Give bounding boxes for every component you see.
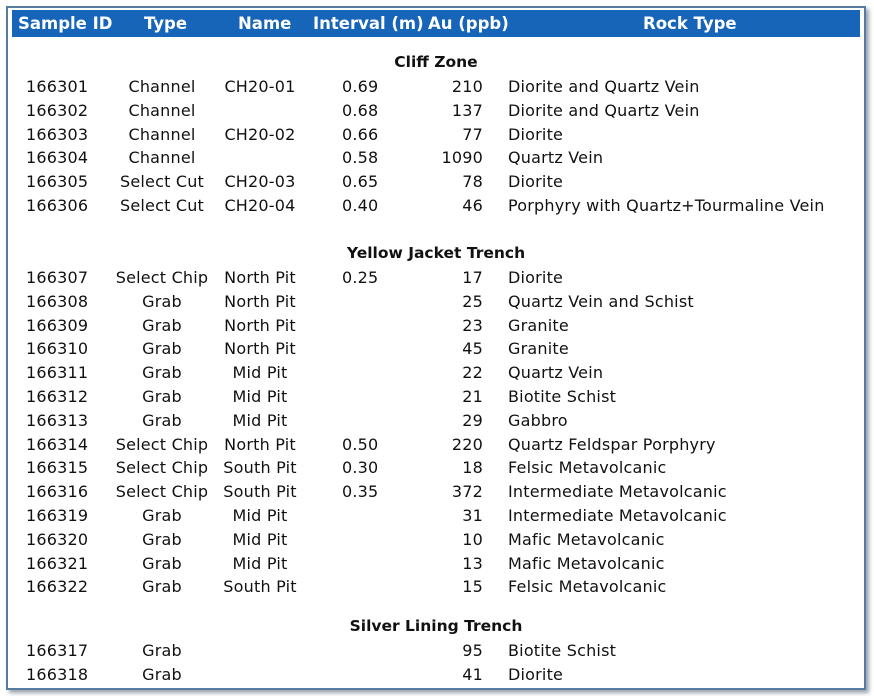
table-row [8, 77, 864, 101]
cell-type: Grab [142, 315, 182, 335]
cell-interval: 0.50 [342, 434, 379, 454]
cell-interval: 0.65 [342, 172, 379, 192]
table-row [8, 506, 864, 530]
table-row [8, 148, 864, 172]
cell-name: CH20-03 [224, 172, 296, 192]
cell-sample-id: 166311 [26, 363, 89, 383]
table-row [8, 641, 864, 665]
cell-name: Mid Pit [232, 363, 288, 383]
header-type: Type [144, 14, 188, 33]
cell-sample-id: 166308 [26, 291, 89, 311]
cell-au: 45 [462, 339, 483, 359]
cell-name: CH20-04 [224, 196, 296, 215]
cell-au: 41 [462, 664, 483, 684]
cell-name: Mid Pit [232, 506, 288, 525]
table-row [8, 363, 864, 387]
cell-au: 17 [462, 268, 483, 287]
cell-sample-id: 166315 [26, 458, 89, 478]
cell-type: Grab [142, 291, 182, 311]
cell-au: 46 [462, 196, 483, 215]
cell-type: Channel [128, 124, 196, 144]
cell-sample-id: 166314 [26, 434, 89, 454]
cell-sample-id: 166322 [26, 577, 89, 597]
cell-sample-id: 166320 [26, 529, 89, 549]
cell-interval: 0.66 [342, 124, 379, 144]
cell-rock-type: Mafic Metavolcanic [508, 529, 665, 549]
cell-name: Mid Pit [232, 553, 288, 573]
cell-name: Mid Pit [232, 529, 288, 549]
cell-rock-type: Biotite Schist [508, 641, 617, 660]
cell-rock-type: Diorite [508, 268, 564, 287]
cell-interval: 0.25 [342, 268, 379, 287]
cell-name: Mid Pit [232, 387, 288, 406]
cell-rock-type: Quartz Feldspar Porphyry [508, 434, 716, 454]
table-row [8, 196, 864, 220]
section-title: Yellow Jacket Trench [346, 244, 526, 262]
cell-rock-type: Quartz Vein [508, 148, 604, 168]
cell-interval: 0.30 [342, 458, 379, 478]
cell-rock-type: Biotite Schist [508, 387, 617, 406]
cell-au: 77 [462, 124, 483, 144]
cell-au: 31 [462, 506, 483, 525]
cell-interval: 0.40 [342, 196, 379, 215]
table-row [8, 411, 864, 435]
cell-name: South Pit [223, 482, 297, 502]
table-row [8, 458, 864, 482]
cell-sample-id: 166318 [26, 664, 89, 684]
cell-type: Grab [142, 553, 182, 573]
header-au: Au (ppb) [428, 14, 509, 33]
table-row [8, 101, 864, 125]
cell-sample-id: 166316 [26, 482, 89, 502]
cell-au: 23 [462, 315, 483, 335]
cell-type: Grab [142, 577, 182, 597]
cell-sample-id: 166303 [26, 124, 89, 144]
cell-type: Select Chip [115, 458, 209, 478]
cell-name: South Pit [223, 577, 297, 597]
table-row [8, 435, 864, 459]
cell-au: 29 [462, 410, 483, 430]
cell-sample-id: 166302 [26, 100, 89, 120]
table-row [8, 482, 864, 506]
cell-name: North Pit [224, 434, 296, 454]
cell-rock-type: Diorite [508, 124, 564, 144]
cell-type: Grab [142, 641, 182, 660]
cell-rock-type: Diorite and Quartz Vein [508, 77, 700, 96]
cell-rock-type: Diorite [508, 664, 564, 684]
cell-type: Grab [142, 410, 182, 430]
cell-rock-type: Quartz Vein and Schist [508, 291, 694, 311]
cell-name: North Pit [224, 315, 296, 335]
table-row [8, 316, 864, 340]
cell-au: 25 [462, 291, 483, 311]
header-sample-id: Sample ID [18, 14, 113, 33]
cell-au: 22 [462, 363, 483, 383]
cell-sample-id: 166310 [26, 339, 89, 359]
cell-rock-type: Intermediate Metavolcanic [508, 506, 727, 525]
table-row [8, 125, 864, 149]
table-header [12, 10, 860, 37]
cell-rock-type: Granite [508, 339, 569, 359]
cell-sample-id: 166313 [26, 410, 89, 430]
cell-rock-type: Intermediate Metavolcanic [508, 482, 727, 502]
header-interval: Interval (m) [313, 14, 424, 33]
cell-au: 137 [451, 100, 483, 120]
table-row [8, 530, 864, 554]
table-row [8, 665, 864, 689]
cell-type: Select Chip [115, 482, 209, 502]
cell-au: 10 [462, 529, 483, 549]
cell-sample-id: 166317 [26, 641, 89, 660]
cell-name: Mid Pit [232, 410, 288, 430]
cell-type: Grab [142, 506, 182, 525]
cell-rock-type: Porphyry with Quartz+Tourmaline Vein [508, 196, 825, 215]
cell-au: 21 [462, 387, 483, 406]
cell-au: 220 [451, 434, 483, 454]
cell-au: 15 [462, 577, 483, 597]
table-row [8, 172, 864, 196]
cell-type: Grab [142, 387, 182, 406]
cell-type: Select Chip [115, 268, 209, 287]
table-row [8, 577, 864, 601]
cell-interval: 0.58 [342, 148, 379, 168]
cell-au: 210 [451, 77, 483, 96]
header-rock-type: Rock Type [643, 14, 737, 33]
cell-rock-type: Felsic Metavolcanic [508, 458, 667, 478]
cell-rock-type: Gabbro [508, 410, 568, 430]
cell-rock-type: Diorite [508, 172, 564, 192]
cell-sample-id: 166309 [26, 315, 89, 335]
cell-name: North Pit [224, 291, 296, 311]
cell-rock-type: Quartz Vein [508, 363, 604, 383]
cell-au: 13 [462, 553, 483, 573]
cell-name: North Pit [224, 339, 296, 359]
table-row [8, 339, 864, 363]
section-title: Cliff Zone [394, 53, 478, 71]
cell-type: Select Cut [119, 196, 205, 215]
cell-type: Select Chip [115, 434, 209, 454]
sample-table-frame [6, 6, 866, 690]
cell-interval: 0.69 [342, 77, 379, 96]
cell-rock-type: Diorite and Quartz Vein [508, 100, 700, 120]
table-row [8, 554, 864, 578]
cell-sample-id: 166306 [26, 196, 89, 215]
cell-name: North Pit [224, 268, 296, 287]
cell-interval: 0.35 [342, 482, 379, 502]
cell-sample-id: 166301 [26, 77, 89, 96]
cell-name: South Pit [223, 458, 297, 478]
cell-interval: 0.68 [342, 100, 379, 120]
cell-sample-id: 166305 [26, 172, 89, 192]
cell-au: 78 [462, 172, 483, 192]
cell-au: 18 [462, 458, 483, 478]
cell-sample-id: 166307 [26, 268, 89, 287]
table-row [8, 268, 864, 292]
cell-rock-type: Mafic Metavolcanic [508, 553, 665, 573]
cell-au: 372 [451, 482, 483, 502]
cell-sample-id: 166321 [26, 553, 89, 573]
cell-name: CH20-01 [224, 77, 296, 96]
cell-rock-type: Felsic Metavolcanic [508, 577, 667, 597]
cell-type: Grab [142, 664, 182, 684]
cell-rock-type: Granite [508, 315, 569, 335]
cell-type: Grab [142, 363, 182, 383]
cell-sample-id: 166319 [26, 506, 89, 525]
cell-type: Channel [128, 77, 196, 96]
table-row [8, 292, 864, 316]
cell-sample-id: 166312 [26, 387, 89, 406]
cell-au: 95 [462, 641, 483, 660]
cell-type: Grab [142, 529, 182, 549]
table-row [8, 387, 864, 411]
cell-sample-id: 166304 [26, 148, 89, 168]
cell-type: Grab [142, 339, 182, 359]
cell-au: 1090 [441, 148, 483, 168]
cell-name: CH20-02 [224, 124, 296, 144]
header-name: Name [238, 14, 292, 33]
cell-type: Select Cut [119, 172, 205, 192]
cell-type: Channel [128, 148, 196, 168]
section-title: Silver Lining Trench [349, 617, 523, 635]
cell-type: Channel [128, 100, 196, 120]
